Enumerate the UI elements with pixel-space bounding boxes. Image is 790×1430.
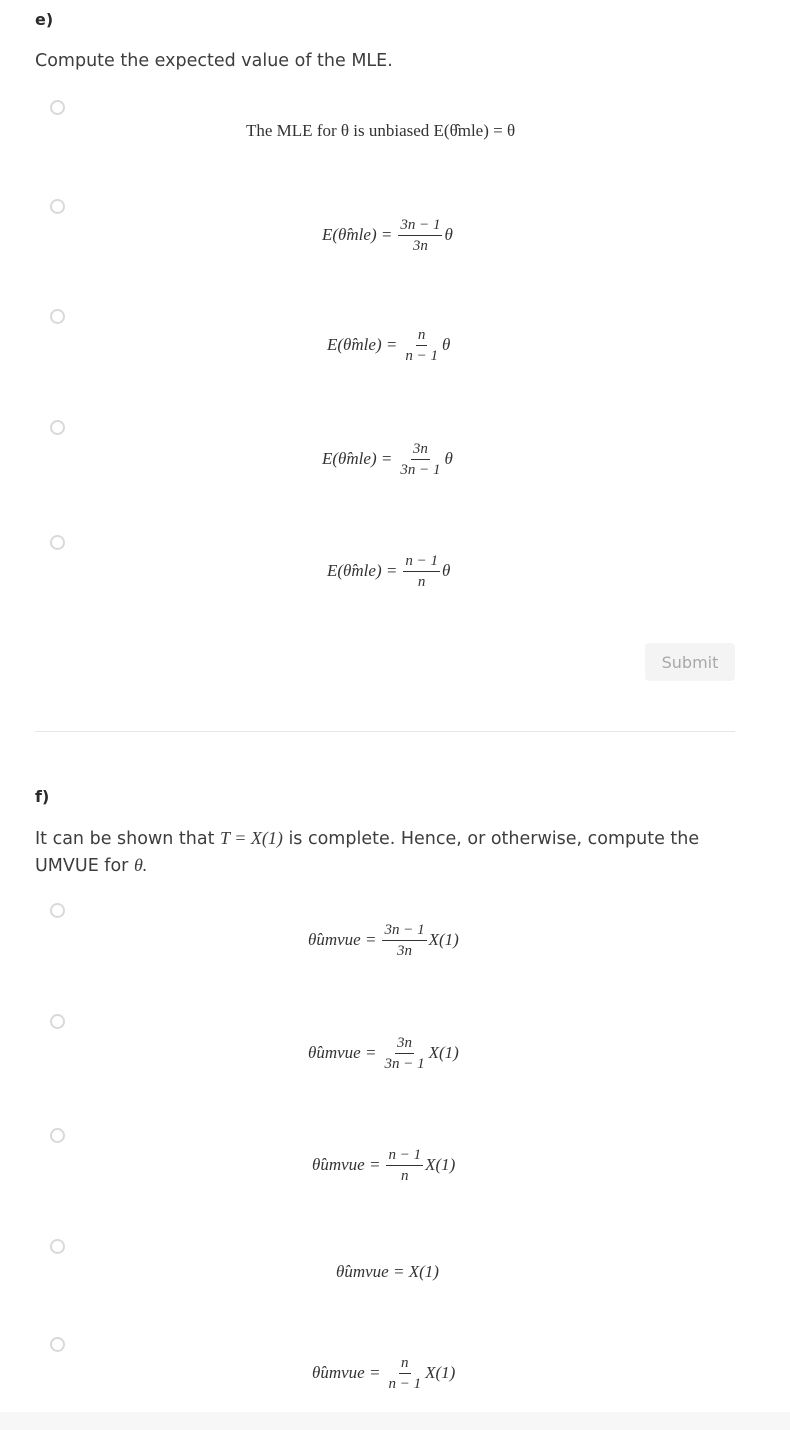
question-f-suffix: is complete. Hence, or otherwise, compute the xyxy=(288,829,700,849)
question-f-prefix: It can be shown that xyxy=(35,829,215,849)
section-f-question xyxy=(35,825,735,879)
question-f-line2-math: θ. xyxy=(133,855,148,875)
option-f-3-tail: X(1) xyxy=(425,1155,456,1174)
radio-e-3[interactable] xyxy=(50,309,65,324)
section-e-question: Compute the expected value of the MLE. xyxy=(35,51,393,71)
radio-f-1[interactable] xyxy=(50,903,65,918)
option-e-3[interactable] xyxy=(327,320,450,370)
question-f-math: T = X(1) xyxy=(220,828,283,848)
option-f-3-lhs: θ̂umvue = xyxy=(312,1155,381,1174)
radio-e-5[interactable] xyxy=(50,535,65,550)
option-e-4-tail: θ xyxy=(444,449,453,468)
section-e-label: e) xyxy=(35,10,54,29)
option-e-4-denominator: 3n − 1 xyxy=(400,461,441,478)
radio-f-2[interactable] xyxy=(50,1014,65,1029)
radio-f-5[interactable] xyxy=(50,1337,65,1352)
option-f-3-denominator: n xyxy=(401,1167,409,1184)
submit-button[interactable]: Submit xyxy=(645,643,735,681)
option-e-1-text: The MLE for θ is unbiased E(θ̂mle) = θ xyxy=(246,121,516,140)
option-e-5-numerator: n − 1 xyxy=(403,553,440,572)
option-e-5[interactable] xyxy=(327,546,450,596)
option-f-3[interactable] xyxy=(312,1140,455,1190)
option-e-4[interactable] xyxy=(322,434,453,484)
option-f-1-lhs: θ̂umvue = xyxy=(308,930,377,949)
option-e-2[interactable] xyxy=(322,210,453,260)
option-e-3-denominator: n − 1 xyxy=(405,347,438,364)
option-e-4-lhs: E(θ̂mle) = xyxy=(322,449,393,468)
option-f-1-tail: X(1) xyxy=(428,930,459,949)
option-f-2-denominator: 3n − 1 xyxy=(384,1055,425,1072)
option-f-5-lhs: θ̂umvue = xyxy=(312,1363,381,1382)
option-e-2-numerator: 3n − 1 xyxy=(398,217,442,236)
question-f-line2-prefix: UMVUE for xyxy=(35,856,129,876)
section-divider xyxy=(35,731,735,732)
option-e-2-tail: θ xyxy=(444,225,453,244)
option-f-2-tail: X(1) xyxy=(428,1043,459,1062)
option-f-1-numerator: 3n − 1 xyxy=(382,922,426,941)
option-f-5-tail: X(1) xyxy=(425,1363,456,1382)
option-f-3-numerator: n − 1 xyxy=(386,1147,423,1166)
option-e-5-lhs: E(θ̂mle) = xyxy=(327,561,398,580)
radio-e-1[interactable] xyxy=(50,100,65,115)
option-e-1[interactable] xyxy=(246,118,515,144)
option-f-2-lhs: θ̂umvue = xyxy=(308,1043,377,1062)
option-e-2-lhs: E(θ̂mle) = xyxy=(322,225,393,244)
option-e-3-tail: θ xyxy=(441,335,451,354)
option-f-2[interactable] xyxy=(308,1028,459,1078)
option-e-3-lhs: E(θ̂mle) = xyxy=(327,335,398,354)
option-f-5-denominator: n − 1 xyxy=(388,1375,422,1392)
section-f-label: f) xyxy=(35,787,50,806)
option-f-4[interactable] xyxy=(336,1259,439,1285)
option-f-4-text: θ̂umvue = X(1) xyxy=(336,1262,439,1281)
option-e-5-denominator: n xyxy=(417,573,426,590)
option-e-5-tail: θ xyxy=(441,561,451,580)
page-footer-strip xyxy=(0,1412,790,1430)
radio-e-4[interactable] xyxy=(50,420,65,435)
option-f-5-numerator: n xyxy=(399,1355,411,1374)
option-f-5[interactable] xyxy=(312,1348,455,1398)
option-f-2-numerator: 3n xyxy=(395,1035,414,1054)
option-f-1-denominator: 3n xyxy=(397,942,413,959)
radio-e-2[interactable] xyxy=(50,199,65,214)
radio-f-4[interactable] xyxy=(50,1239,65,1254)
option-f-1[interactable] xyxy=(308,915,459,965)
option-e-2-denominator: 3n xyxy=(412,237,428,254)
option-e-3-numerator: n xyxy=(416,327,428,346)
option-e-4-numerator: 3n xyxy=(411,441,430,460)
radio-f-3[interactable] xyxy=(50,1128,65,1143)
